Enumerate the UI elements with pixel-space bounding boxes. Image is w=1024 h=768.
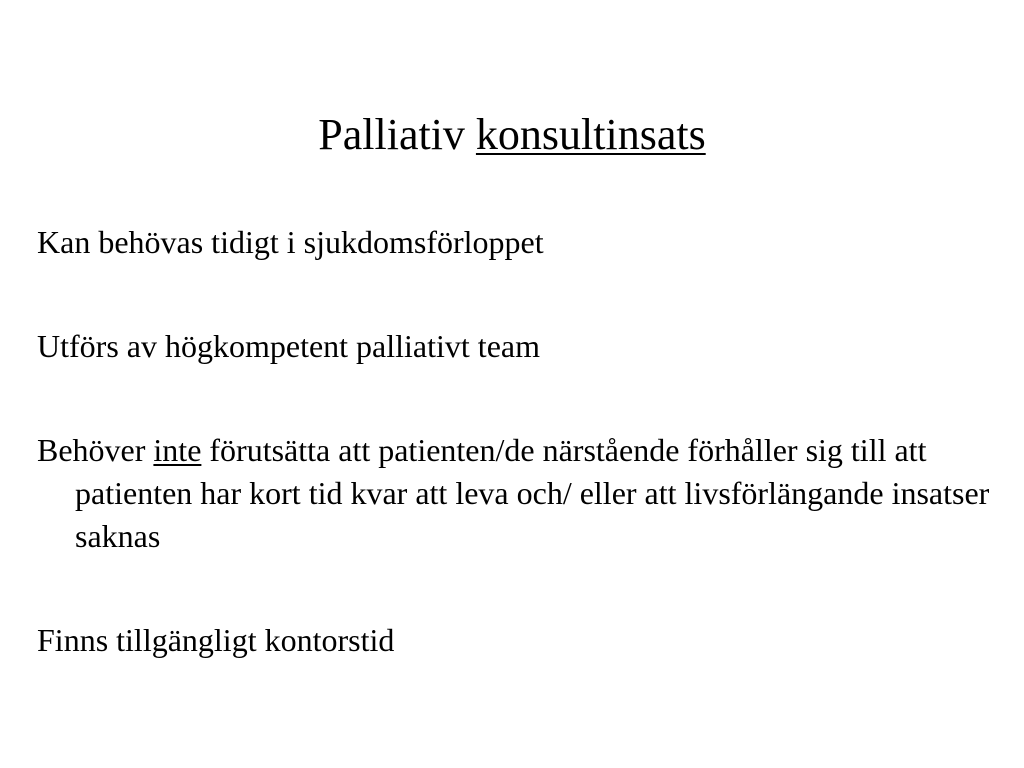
- bullet-item-3-underlined: inte: [153, 432, 202, 468]
- bullet-item-2: Utförs av högkompetent palliativt team: [37, 328, 540, 364]
- slide-title-text: Palliativ: [318, 110, 476, 159]
- bullet-item-3: [37, 429, 997, 558]
- bullet-item-1: Kan behövas tidigt i sjukdomsförloppet: [37, 224, 544, 260]
- bullet-item-3-pre: Behöver: [37, 432, 154, 468]
- slide-title-underlined: konsultinsats: [475, 110, 706, 159]
- slide-title: [0, 107, 1024, 163]
- bullet-item-3-post: förutsätta att patienten/de närstående förhåller sig till att patienten har kort tid kvar att leva och/ eller att livsförlängande insatser saknas: [75, 432, 990, 554]
- bullet-item-4: Finns tillgängligt kontorstid: [37, 622, 395, 658]
